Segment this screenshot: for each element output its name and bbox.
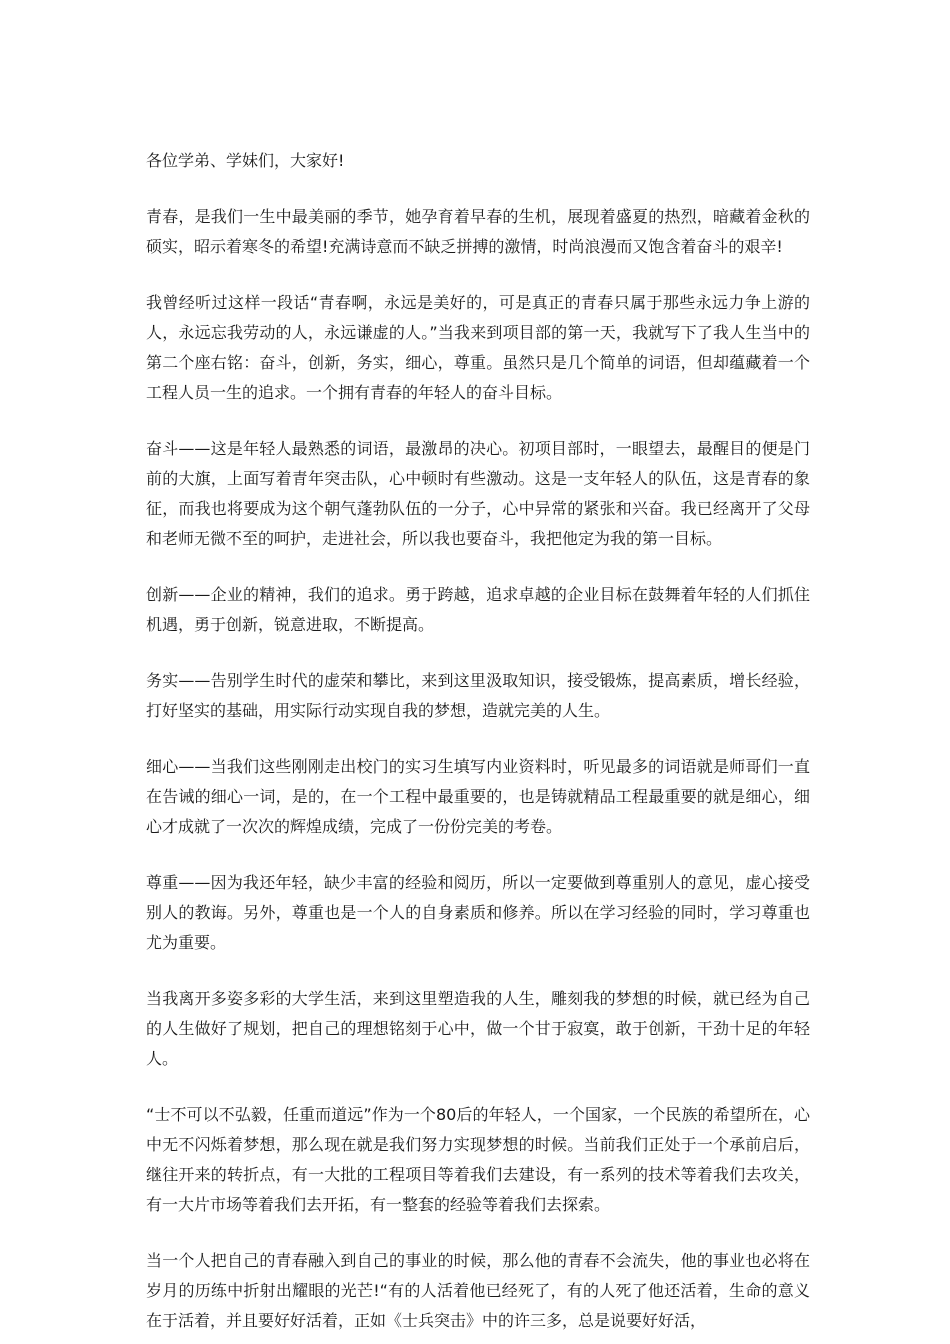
pragmatism-paragraph: 务实——告别学生时代的虚荣和攀比，来到这里汲取知识，接受锻炼，提高素质，增长经验，打好坚实的基础，用实际行动实现自我的梦想，造就完美的人生。 (146, 671, 810, 720)
struggle-paragraph: 奋斗——这是年轻人最熟悉的词语，最激昂的决心。初项目部时，一眼望去，最醒目的便是门前的大旗，上面写着青年突击队，心中顿时有些激动。这是一支年轻人的队伍，这是青春的象征，而我也将要成为这个朝气蓬勃队伍的一分子，心中异常的紧张和兴奋。我已经离开了父母和老师无微不至的呵护，走进社会，所以我也要奋斗，我把他定为我的第一目标。 (146, 439, 810, 548)
innovation-paragraph: 创新——企业的精神，我们的追求。勇于跨越，追求卓越的企业目标在鼓舞着年轻的人们抓住机遇，勇于创新，锐意进取，不断提高。 (146, 585, 810, 634)
intro-paragraph: 青春，是我们一生中最美丽的季节，她孕育着早春的生机，展现着盛夏的热烈，暗藏着金秋的硕实，昭示着寒冬的希望!充满诗意而不缺乏拼搏的激情，时尚浪漫而又饱含着奋斗的艰辛! (146, 207, 810, 256)
respect-paragraph: 尊重——因为我还年轻，缺少丰富的经验和阅历，所以一定要做到尊重别人的意见，虚心接受别人的教诲。另外，尊重也是一个人的自身素质和修养。所以在学习经验的同时，学习尊重也尤为重要。 (146, 873, 810, 952)
dream-paragraph: “士不可以不弘毅，任重而道远”作为一个80后的年轻人，一个国家，一个民族的希望所在，心中无不闪烁着梦想，那么现在就是我们努力实现梦想的时候。当前我们正处于一个承前启后，继往开来的转折点，有一大批的工程项目等着我们去建设，有一系列的技术等着我们去攻关，有一大片市场等着我们去开拓，有一整套的经验等着我们去探索。 (146, 1105, 810, 1214)
greeting-paragraph: 各位学弟、学妹们，大家好! (146, 151, 345, 170)
planning-paragraph: 当我离开多姿多彩的大学生活，来到这里塑造我的人生，雕刻我的梦想的时候，就已经为自己的人生做好了规划，把自己的理想铭刻于心中，做一个甘于寂寞，敢于创新，干劲十足的年轻人。 (146, 989, 810, 1068)
career-paragraph: 当一个人把自己的青春融入到自己的事业的时候，那么他的青春不会流失，他的事业也必将在岁月的历练中折射出耀眼的光芒!“有的人活着他已经死了，有的人死了他还活着，生命的意义在于活着，并且要好好活着，正如《士兵突击》中的许三多，总是说要好好活， (146, 1251, 810, 1330)
motto-paragraph: 我曾经听过这样一段话“青春啊，永远是美好的，可是真正的青春只属于那些永远力争上游的人，永远忘我劳动的人，永远谦虚的人。”当我来到项目部的第一天，我就写下了我人生当中的第二个座右铭：奋斗，创新，务实，细心，尊重。虽然只是几个简单的词语，但却蕴藏着一个工程人员一生的追求。一个拥有青春的年轻人的奋斗目标。 (146, 293, 810, 402)
document-body (146, 146, 810, 1336)
carefulness-paragraph: 细心——当我们这些刚刚走出校门的实习生填写内业资料时，听见最多的词语就是师哥们一直在告诫的细心一词，是的，在一个工程中最重要的，也是铸就精品工程最重要的就是细心，细心才成就了一次次的辉煌成绩，完成了一份份完美的考卷。 (146, 757, 810, 836)
